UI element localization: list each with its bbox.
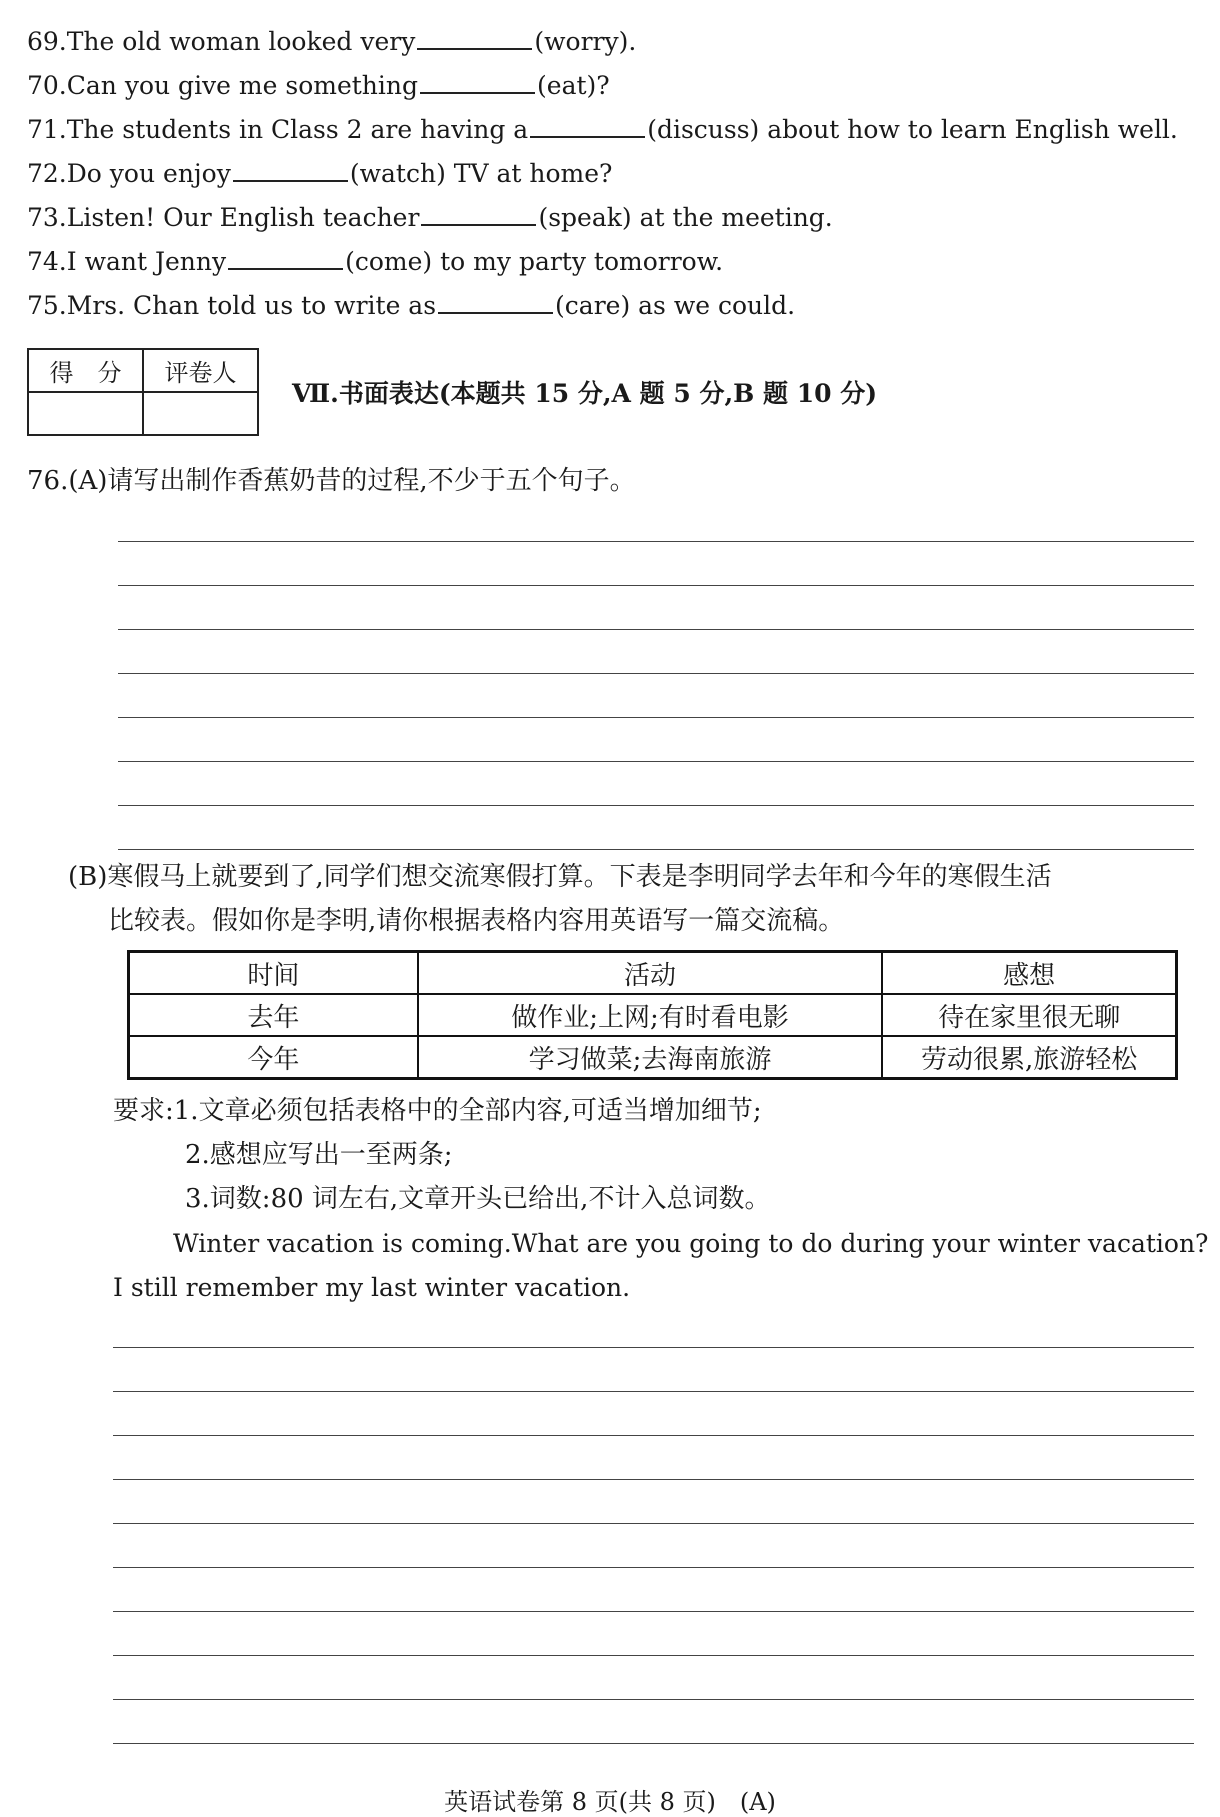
requirement-2: 2.感想应写出一至两条; [185, 1140, 453, 1170]
question-72: 72.Do you enjoy (watch) TV at home? [27, 156, 612, 191]
question-75: 75.Mrs. Chan told us to write as (care) as we could. [27, 288, 795, 323]
question-69: 69.The old woman looked very (worry). [27, 24, 636, 59]
writing-line[interactable] [118, 761, 1194, 762]
opening-line-2: I still remember my last winter vacation. [113, 1273, 631, 1302]
writing-line[interactable] [113, 1611, 1194, 1612]
table-cell: 做作业;上网;有时看电影 [418, 994, 883, 1036]
writing-line[interactable] [113, 1391, 1194, 1392]
score-label: 得 分 [28, 349, 143, 392]
writing-line[interactable] [113, 1655, 1194, 1656]
grader-label: 评卷人 [143, 349, 258, 392]
task-b-prompt-line1: (B)寒假马上就要到了,同学们想交流寒假打算。下表是李明同学去年和今年的寒假生活 [68, 862, 1052, 892]
writing-line[interactable] [118, 805, 1194, 806]
grader-cell[interactable] [143, 392, 258, 435]
task-b-prompt-line2: 比较表。假如你是李明,请你根据表格内容用英语写一篇交流稿。 [108, 906, 845, 936]
answer-blank[interactable] [421, 200, 536, 226]
writing-line[interactable] [113, 1479, 1194, 1480]
writing-line[interactable] [113, 1743, 1194, 1744]
writing-line[interactable] [118, 849, 1194, 850]
score-cell[interactable] [28, 392, 143, 435]
writing-line[interactable] [118, 541, 1194, 542]
writing-line[interactable] [113, 1567, 1194, 1568]
answer-blank[interactable] [228, 244, 343, 270]
writing-line[interactable] [113, 1435, 1194, 1436]
question-71: 71.The students in Class 2 are having a (discuss) about how to learn English well. [27, 112, 1178, 147]
question-74: 74.I want Jenny (come) to my party tomorrow. [27, 244, 723, 279]
table-row [129, 1036, 1177, 1079]
table-cell: 待在家里很无聊 [882, 994, 1176, 1036]
writing-line[interactable] [118, 717, 1194, 718]
writing-line[interactable] [118, 629, 1194, 630]
answer-blank[interactable] [233, 156, 348, 182]
table-header-row [129, 952, 1177, 995]
writing-line[interactable] [113, 1523, 1194, 1524]
requirement-1: 要求:1.文章必须包括表格中的全部内容,可适当增加细节; [113, 1096, 762, 1126]
page-footer: 英语试卷第 8 页(共 8 页) (A) [444, 1788, 776, 1816]
writing-line[interactable] [113, 1699, 1194, 1700]
score-box [27, 348, 259, 436]
table-header-cell: 感想 [882, 952, 1176, 995]
table-cell: 今年 [129, 1036, 418, 1079]
task-a-prompt: 76.(A)请写出制作香蕉奶昔的过程,不少于五个句子。 [27, 466, 636, 496]
comparison-table [127, 950, 1178, 1080]
answer-blank[interactable] [438, 288, 553, 314]
table-row [129, 994, 1177, 1036]
answer-blank[interactable] [530, 112, 645, 138]
writing-line[interactable] [118, 673, 1194, 674]
question-70: 70.Can you give me something (eat)? [27, 68, 610, 103]
opening-line-1: Winter vacation is coming.What are you going to do during your winter vacation? [173, 1229, 1209, 1258]
section-title: Ⅶ.书面表达(本题共 15 分,A 题 5 分,B 题 10 分) [292, 379, 878, 408]
table-cell: 学习做菜;去海南旅游 [418, 1036, 883, 1079]
writing-line[interactable] [118, 585, 1194, 586]
table-header-cell: 活动 [418, 952, 883, 995]
writing-line[interactable] [113, 1347, 1194, 1348]
table-header-cell: 时间 [129, 952, 418, 995]
requirement-3: 3.词数:80 词左右,文章开头已给出,不计入总词数。 [185, 1184, 771, 1214]
question-73: 73.Listen! Our English teacher (speak) at the meeting. [27, 200, 833, 235]
table-cell: 去年 [129, 994, 418, 1036]
answer-blank[interactable] [417, 24, 532, 50]
table-cell: 劳动很累,旅游轻松 [882, 1036, 1176, 1079]
answer-blank[interactable] [420, 68, 535, 94]
